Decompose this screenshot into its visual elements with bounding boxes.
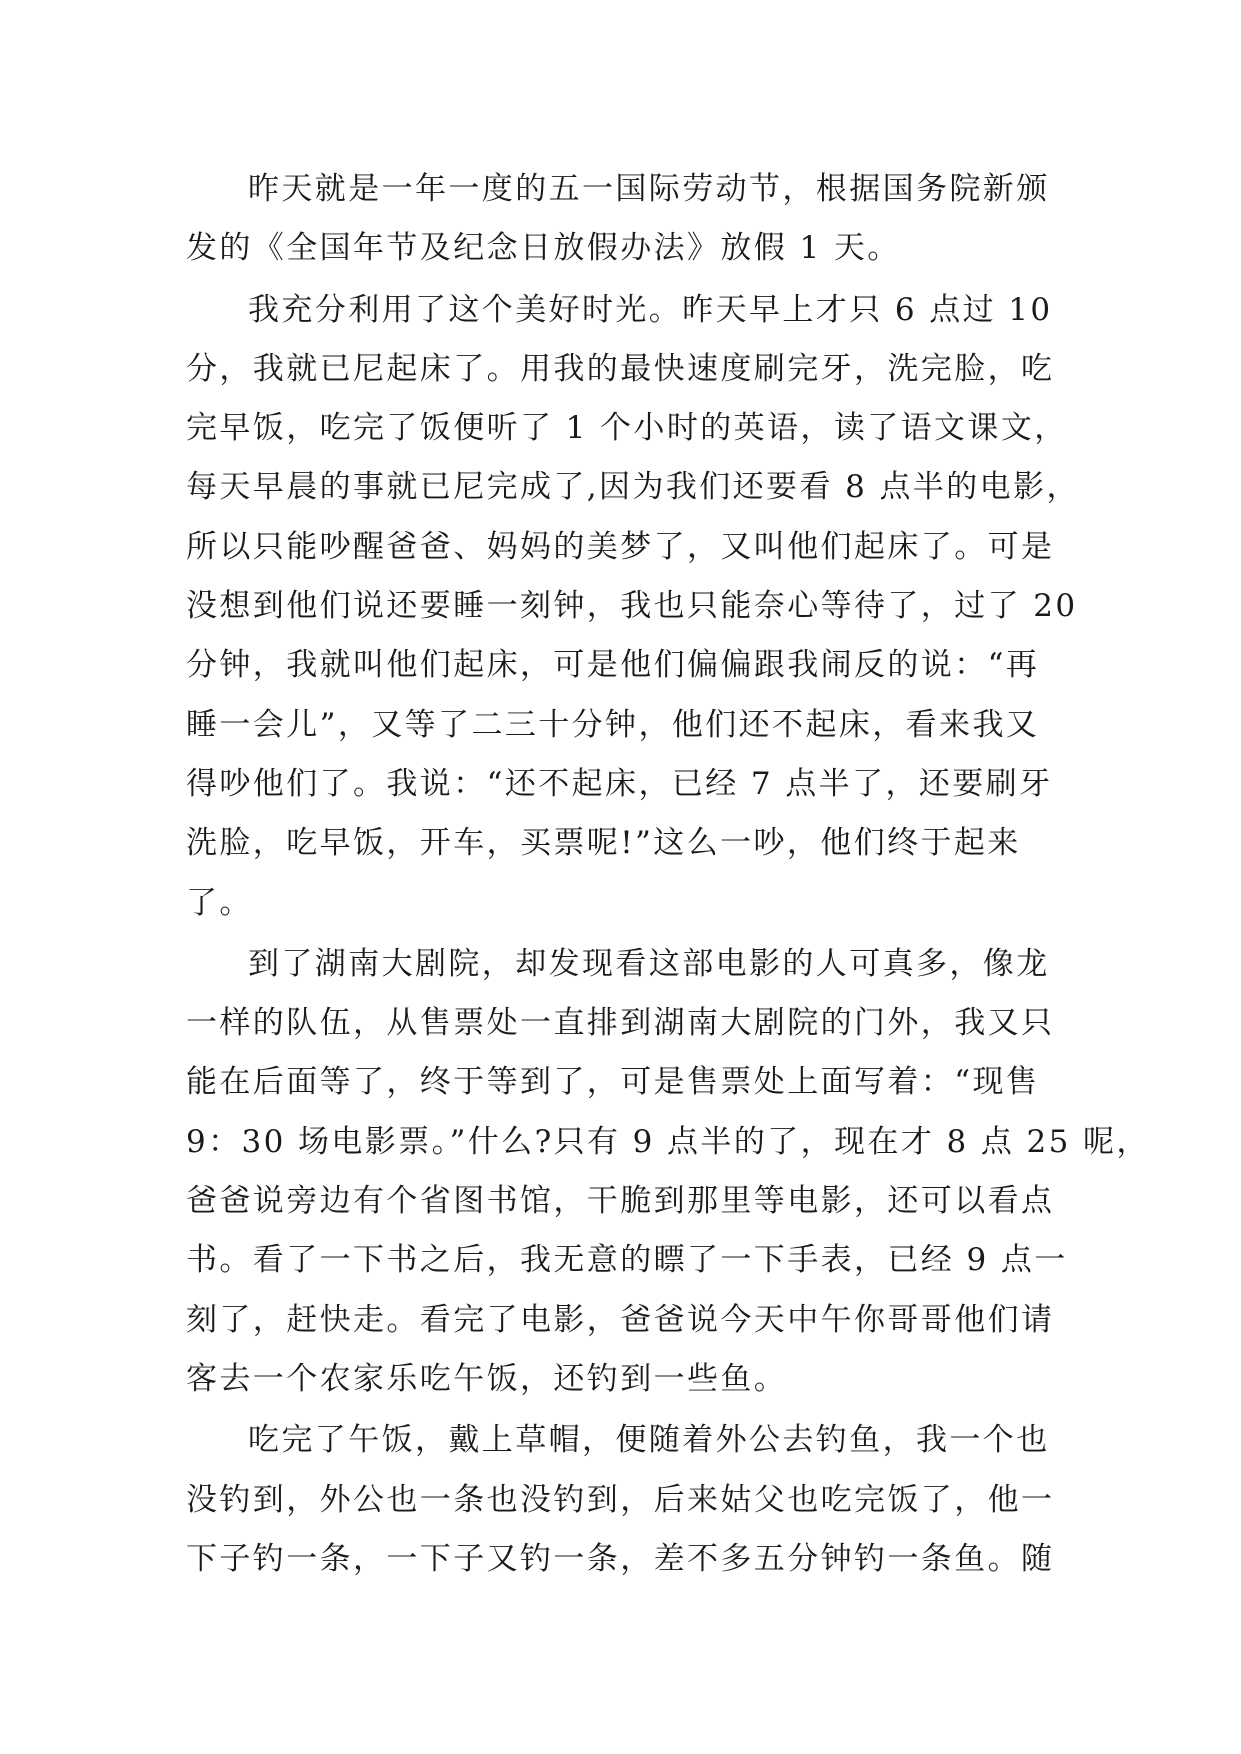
text-line: 分钟，我就叫他们起床，可是他们偏偏跟我闹反的说：“再 (186, 647, 1040, 684)
text-line: 刻了，赶快走。看完了电影，爸爸说今天中午你哥哥他们请 (186, 1301, 1055, 1338)
text-line: 书。看了一下书之后，我无意的瞟了一下手表，已经 9 点一 (186, 1242, 1068, 1279)
text-line: 吃完了午饭，戴上草帽，便随着外公去钓鱼，我一个也 (248, 1422, 1050, 1459)
text-line: 洗脸，吃早饭，开车，买票呢!”这么一吵，他们终于起来 (186, 825, 1021, 862)
text-line: 下子钓一条，一下子又钓一条，差不多五分钟钓一条鱼。随 (186, 1540, 1055, 1577)
text-line: 没钓到，外公也一条也没钓到，后来姑父也吃完饭了，他一 (186, 1481, 1055, 1518)
text-line: 分，我就已尼起床了。用我的最快速度刷完牙，洗完脸，吃 (186, 350, 1055, 387)
text-line: 睡一会儿”，又等了二三十分钟，他们还不起床，看来我又 (186, 706, 1040, 743)
text-line: 能在后面等了，终于等到了，可是售票处上面写着：“现售 (186, 1064, 1040, 1101)
text-line: 没想到他们说还要睡一刻钟，我也只能奈心等待了，过了 20 (186, 588, 1078, 625)
text-line: 我充分利用了这个美好时光。昨天早上才只 6 点过 10 (248, 291, 1053, 328)
text-line: 爸爸说旁边有个省图书馆，干脆到那里等电影，还可以看点 (186, 1183, 1055, 1220)
paragraph-1 (186, 160, 1056, 279)
text-line: 到了湖南大剧院，却发现看这部电影的人可真多，像龙 (248, 945, 1050, 982)
text-line: 得吵他们了。我说：“还不起床，已经 7 点半了，还要刷牙 (186, 765, 1053, 802)
document-body (186, 160, 1150, 1589)
text-line: 所以只能吵醒爸爸、妈妈的美梦了，又叫他们起床了。可是 (186, 528, 1055, 565)
text-line: 完早饭，吃完了饭便听了 1 个小时的英语，读了语文课文， (186, 410, 1068, 447)
text-line: 每天早晨的事就已尼完成了,因为我们还要看 8 点半的电影， (186, 469, 1080, 506)
paragraph-3 (186, 935, 1150, 1409)
paragraph-2 (186, 281, 1080, 933)
text-line: 了。 (186, 884, 253, 921)
text-line: 昨天就是一年一度的五一国际劳动节，根据国务院新颁 (248, 171, 1050, 207)
text-line: 客去一个农家乐吃午饭，还钓到一些鱼。 (186, 1360, 788, 1397)
paragraph-4 (186, 1411, 1056, 1589)
text-line: 发的《全国年节及纪念日放假办法》放假 1 天。 (186, 230, 901, 267)
text-line: 一样的队伍，从售票处一直排到湖南大剧院的门外，我又只 (186, 1005, 1055, 1042)
text-line: 9：30 场电影票。”什么?只有 9 点半的了，现在才 8 点 25 呢， (186, 1123, 1150, 1160)
